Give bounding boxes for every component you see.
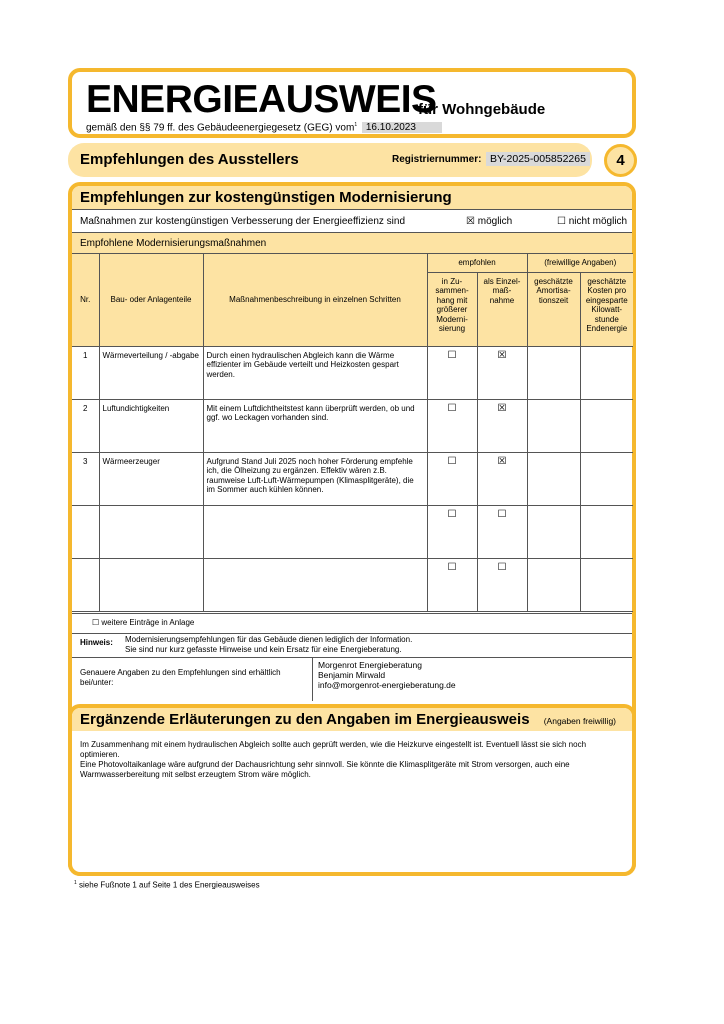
col-optional: (freiwillige Angaben) (527, 254, 633, 273)
row-in-context-checkbox[interactable]: ☐ (427, 505, 477, 558)
efficiency-text: Maßnahmen zur kostengünstigen Verbesserung der Energieeffizienz sind (80, 216, 406, 227)
note-line: Sie sind nur kurz gefasste Hinweise und kein Ersatz für eine Energieberatung. (125, 644, 402, 654)
details-label: Genauere Angaben zu den Empfehlungen sind erhältlich bei/unter: (80, 668, 281, 687)
explanations-text-field[interactable] (80, 740, 620, 780)
col-amortization: geschätzte Amortisa-tionszeit (527, 272, 580, 346)
document-header (68, 68, 636, 138)
note-label: Hinweis: (80, 638, 113, 647)
row-single-checkbox[interactable]: ☒ (477, 346, 527, 399)
measures-table (72, 253, 633, 612)
note-line: Modernisierungsempfehlungen für das Gebäude dienen lediglich der Information. (125, 635, 413, 644)
col-recommended: empfohlen (427, 254, 527, 273)
row-amortization[interactable] (527, 399, 580, 452)
row-nr (72, 558, 99, 611)
table-row (72, 399, 633, 452)
document-subtitle: für Wohngebäude (418, 101, 546, 118)
row-amortization[interactable] (527, 452, 580, 505)
row-amortization[interactable] (527, 346, 580, 399)
col-description: Maßnahmenbeschreibung in einzelnen Schritten (203, 254, 427, 347)
document-title: ENERGIEAUSWEIS (86, 78, 437, 121)
more-entries-checkbox[interactable]: ☐ weitere Einträge in Anlage (92, 618, 195, 627)
table-row (72, 452, 633, 505)
row-nr: 3 (72, 452, 99, 505)
footnote-mark: 1 (74, 880, 77, 886)
row-in-context-checkbox[interactable]: ☐ (427, 558, 477, 611)
page-number-badge: 4 (604, 144, 637, 177)
details-row (72, 657, 632, 701)
footnote (74, 880, 260, 890)
row-component: Wärmeerzeuger (99, 452, 203, 505)
row-description: Durch einen hydraulischen Abgleich kann die Wärme effizienter im Gebäude verteilt und Heizkosten gespart werden. (203, 346, 427, 399)
row-amortization[interactable] (527, 505, 580, 558)
section-title: Empfehlungen des Ausstellers (80, 151, 299, 168)
row-component (99, 558, 203, 611)
table-row (72, 505, 633, 558)
row-in-context-checkbox[interactable]: ☐ (427, 452, 477, 505)
row-nr (72, 505, 99, 558)
row-nr: 2 (72, 399, 99, 452)
explanations-title: Ergänzende Erläuterungen zu den Angaben im Energieausweis (80, 711, 530, 728)
row-cost[interactable] (580, 399, 633, 452)
note-text (125, 635, 505, 654)
row-in-context-checkbox[interactable]: ☐ (427, 346, 477, 399)
col-component: Bau- oder Anlagenteile (99, 254, 203, 347)
contact-email: info@morgenrot-energieberatung.de (318, 680, 456, 690)
explanation-paragraph: Eine Photovoltaikanlage wäre aufgrund der Dachausrichtung sehr sinnvoll. Sie könnte die Klimasplitgeräte mit Strom versorgen, auch eine Warmwasserbereitung mit selbst erzeugtem Strom wäre möglich. (80, 760, 570, 779)
row-amortization[interactable] (527, 558, 580, 611)
divider (312, 657, 313, 701)
table-row (72, 558, 633, 611)
measures-body (72, 346, 633, 611)
col-nr: Nr. (72, 254, 99, 347)
possible-checkbox[interactable]: ☒ möglich (466, 216, 513, 227)
legal-basis-text: gemäß den §§ 79 ff. des Gebäudeenergiegesetz (GEG) vom (86, 122, 355, 134)
explanations-heading (72, 708, 632, 731)
row-component (99, 505, 203, 558)
col-single: als Einzel-maß-nahme (477, 272, 527, 346)
row-single-checkbox[interactable]: ☒ (477, 399, 527, 452)
row-description: Aufgrund Stand Juli 2025 noch hoher Förderung empfehle ich, die Ölheizung zu ergänzen. Effektiv wären z.B. raumweise Luft-Luft-Wärmepumpen (Klimasplitgeräte), die im Sommer auch kühlen können. (203, 452, 427, 505)
row-description (203, 558, 427, 611)
explanations-note: (Angaben freiwillig) (543, 716, 617, 726)
table-row (72, 346, 633, 399)
contact-company: Morgenrot Energieberatung (318, 660, 422, 670)
row-description: Mit einem Luftdichtheitstest kann überprüft werden, ob und ggf. wo Leckagen vorhanden sind. (203, 399, 427, 452)
row-nr: 1 (72, 346, 99, 399)
footnote-text: siehe Fußnote 1 auf Seite 1 des Energieausweises (79, 880, 260, 890)
row-single-checkbox[interactable]: ☐ (477, 505, 527, 558)
row-cost[interactable] (580, 558, 633, 611)
section-bar (68, 143, 592, 177)
efficiency-row (72, 210, 632, 232)
row-single-checkbox[interactable]: ☐ (477, 558, 527, 611)
row-cost[interactable] (580, 452, 633, 505)
measures-heading: Empfohlene Modernisierungsmaßnahmen (72, 233, 632, 253)
row-single-checkbox[interactable]: ☒ (477, 452, 527, 505)
explanations-panel (68, 704, 636, 876)
not-possible-checkbox[interactable]: ☐ nicht möglich (557, 216, 628, 227)
row-in-context-checkbox[interactable]: ☐ (427, 399, 477, 452)
registration-label: Registriernummer: (392, 154, 482, 165)
contact-name: Benjamin Mirwald (318, 670, 386, 680)
note-row (72, 633, 632, 657)
recommendations-heading: Empfehlungen zur kostengünstigen Modernisierung (72, 186, 632, 209)
col-in-context: in Zu-sammen-hang mit größerer Moderni-sierung (427, 272, 477, 346)
row-component: Luftundichtigkeiten (99, 399, 203, 452)
registration-number-field[interactable]: BY-2025-005852265 (486, 152, 590, 166)
contact-field[interactable] (318, 660, 456, 690)
explanation-paragraph: Im Zusammenhang mit einem hydraulischen Abgleich sollte auch geprüft werden, wie die Heizkurve eingestellt ist. Eventuell lässt sie sich noch optimieren. (80, 740, 587, 759)
legal-basis (86, 122, 442, 133)
row-description (203, 505, 427, 558)
row-cost[interactable] (580, 346, 633, 399)
row-component: Wärmeverteilung / -abgabe (99, 346, 203, 399)
row-cost[interactable] (580, 505, 633, 558)
legal-footnote-mark: 1 (354, 122, 358, 128)
col-cost: geschätzte Kosten pro eingesparte Kilowatt-stunde Endenergie (580, 272, 633, 346)
issue-date-field[interactable]: 16.10.2023 (362, 122, 442, 133)
